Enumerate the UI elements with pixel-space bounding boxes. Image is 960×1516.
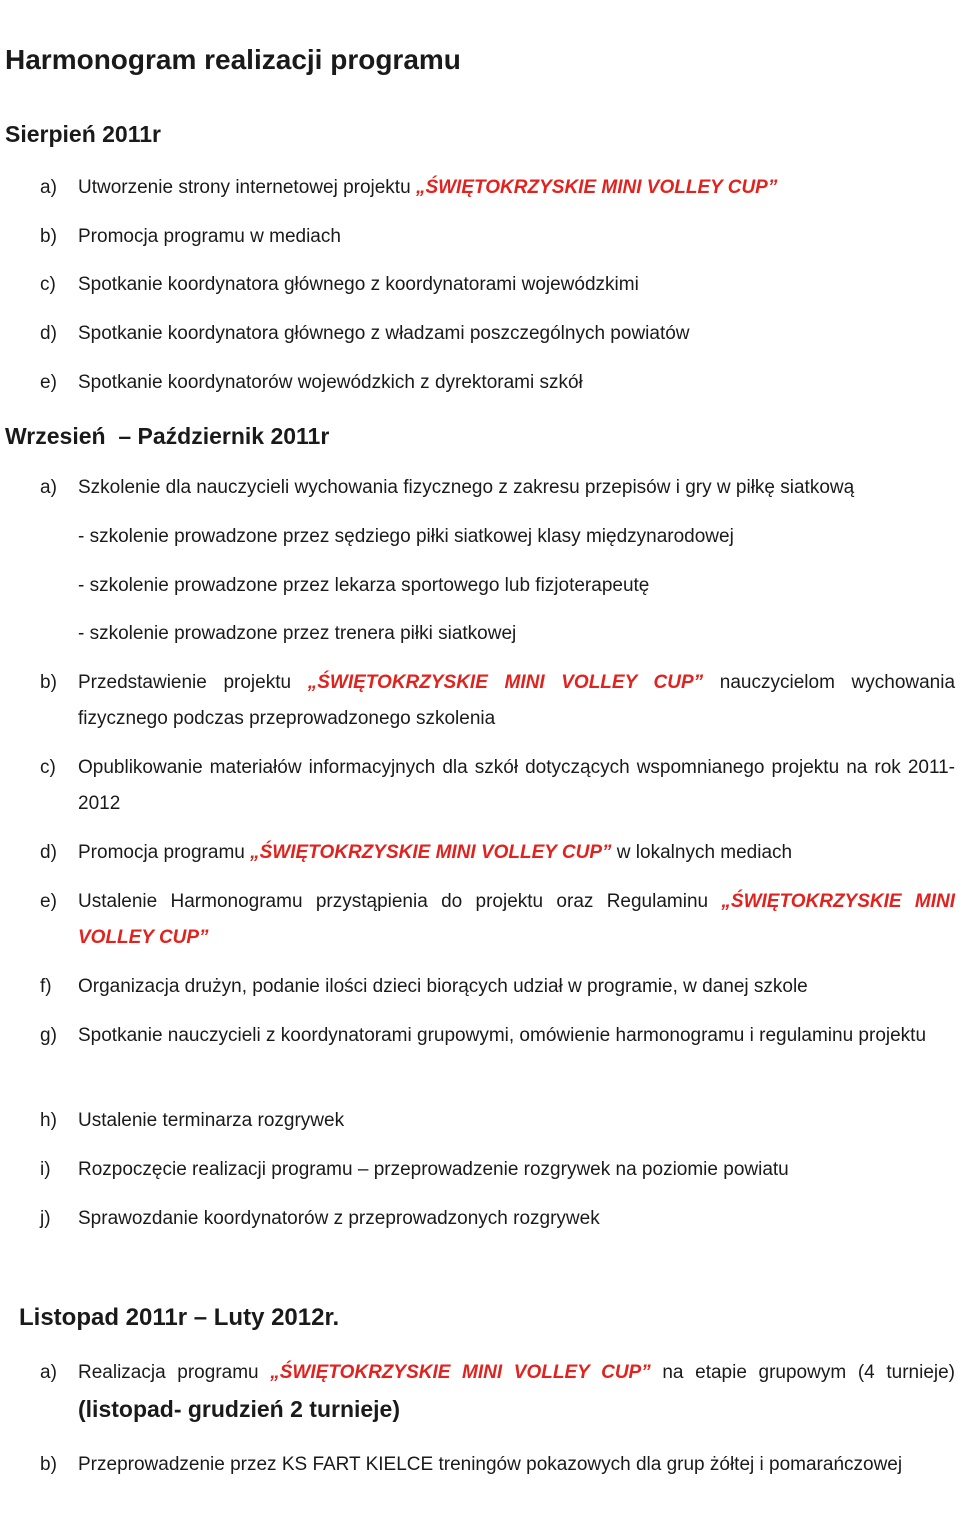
item-text: Spotkanie nauczycieli z koordynatorami grupowymi, omówienie harmonogramu i regulaminu projektu [78, 1025, 927, 1046]
item-label: a) [40, 177, 57, 198]
item-text: Spotkanie koordynatora głównego z koordynatorami wojewódzkimi [78, 274, 639, 295]
item-text-continued: w lokalnych mediach [616, 842, 793, 863]
item-label: b) [40, 1454, 57, 1475]
project-name: „ŚWIĘTOKRZYSKIE MINI VOLLEY CUP” [250, 842, 612, 863]
item-label: e) [40, 891, 57, 912]
item-label: f) [40, 976, 52, 997]
item-text: Realizacja programu [78, 1362, 259, 1383]
item-label: a) [40, 1362, 57, 1383]
item-label: d) [40, 323, 57, 344]
item-text: Przeprowadzenie przez KS FART KIELCE treningów pokazowych dla grup żółtej i pomarańczowej [78, 1454, 903, 1475]
item-text: Sprawozdanie koordynatorów z przeprowadzonych rozgrywek [78, 1208, 600, 1229]
item-label: i) [40, 1159, 51, 1180]
list-item [40, 1201, 955, 1237]
sub-item: - szkolenie prowadzone przez sędziego piłki siatkowej klasy międzynarodowej [78, 526, 734, 547]
list-item [40, 969, 955, 1005]
sub-item: - szkolenie prowadzone przez lekarza sportowego lub fizjoterapeutę [78, 575, 650, 596]
page-title: Harmonogram realizacji programu [5, 44, 461, 75]
item-text: Promocja programu [78, 842, 245, 863]
item-label: g) [40, 1025, 57, 1046]
item-label: b) [40, 226, 57, 247]
list-item [40, 1018, 955, 1054]
item-label: b) [40, 672, 57, 693]
list-item [40, 219, 955, 255]
item-text: Opublikowanie materiałów informacyjnych dla szkół dotyczących wspomnianego projektu na rok 2011-2012 [78, 757, 955, 814]
item-label: c) [40, 757, 56, 778]
item-text-continued: nauczycielom wychowania fizycznego podczas przeprowadzonego szkolenia [78, 672, 956, 729]
list-item [40, 170, 955, 206]
item-note: (4 turnieje) [857, 1362, 956, 1383]
item-note-bold: (listopad- grudzień 2 turnieje) [78, 1396, 401, 1422]
item-label: a) [40, 477, 57, 498]
list-item [40, 884, 955, 956]
list-item [40, 750, 955, 822]
sub-item: - szkolenie prowadzone przez trenera piłki siatkowej [78, 623, 517, 644]
item-text: Spotkanie koordynatorów wojewódzkich z dyrektorami szkół [78, 372, 583, 393]
section-heading-september-october: Wrzesień – Październik 2011r [5, 423, 330, 449]
list-item [40, 365, 955, 401]
item-label: h) [40, 1110, 57, 1131]
item-text: Organizacja drużyn, podanie ilości dzieci biorących udział w programie, w danej szkole [78, 976, 808, 997]
item-text: Przedstawienie projektu [78, 672, 292, 693]
item-label: e) [40, 372, 57, 393]
item-label: c) [40, 274, 56, 295]
item-label: d) [40, 842, 57, 863]
item-text: Utworzenie strony internetowej projektu [78, 177, 411, 198]
project-name: „ŚWIĘTOKRZYSKIE MINI VOLLEY CUP” [415, 177, 778, 198]
project-name: „ŚWIĘTOKRZYSKIE MINI VOLLEY CUP” [78, 891, 955, 948]
list-item [40, 665, 955, 737]
list-item [40, 835, 955, 871]
section-heading-november-february: Listopad 2011r – Luty 2012r. [19, 1304, 340, 1331]
item-text: Rozpoczęcie realizacji programu – przeprowadzenie rozgrywek na poziomie powiatu [78, 1159, 789, 1180]
list-item [40, 1103, 955, 1139]
list-item [40, 470, 955, 506]
project-name: „ŚWIĘTOKRZYSKIE MINI VOLLEY CUP” [270, 1362, 651, 1383]
section-heading-august: Sierpień 2011r [5, 121, 161, 147]
list-item [40, 1447, 955, 1483]
list-item [40, 1152, 955, 1188]
project-name: „ŚWIĘTOKRZYSKIE MINI VOLLEY CUP” [307, 672, 704, 693]
item-text: Promocja programu w mediach [78, 226, 341, 247]
list-item [40, 316, 955, 352]
item-text: Szkolenie dla nauczycieli wychowania fizycznego z zakresu przepisów i gry w piłkę siatkową [78, 477, 855, 498]
list-item [40, 267, 955, 303]
list-item [40, 1355, 955, 1430]
item-text: Ustalenie Harmonogramu przystąpienia do projektu oraz Regulaminu [78, 891, 709, 912]
item-text-continued: na etapie grupowym [662, 1362, 847, 1383]
item-text: Ustalenie terminarza rozgrywek [78, 1110, 345, 1131]
item-label: j) [40, 1208, 51, 1229]
item-text: Spotkanie koordynatora głównego z władzami poszczególnych powiatów [78, 323, 690, 344]
